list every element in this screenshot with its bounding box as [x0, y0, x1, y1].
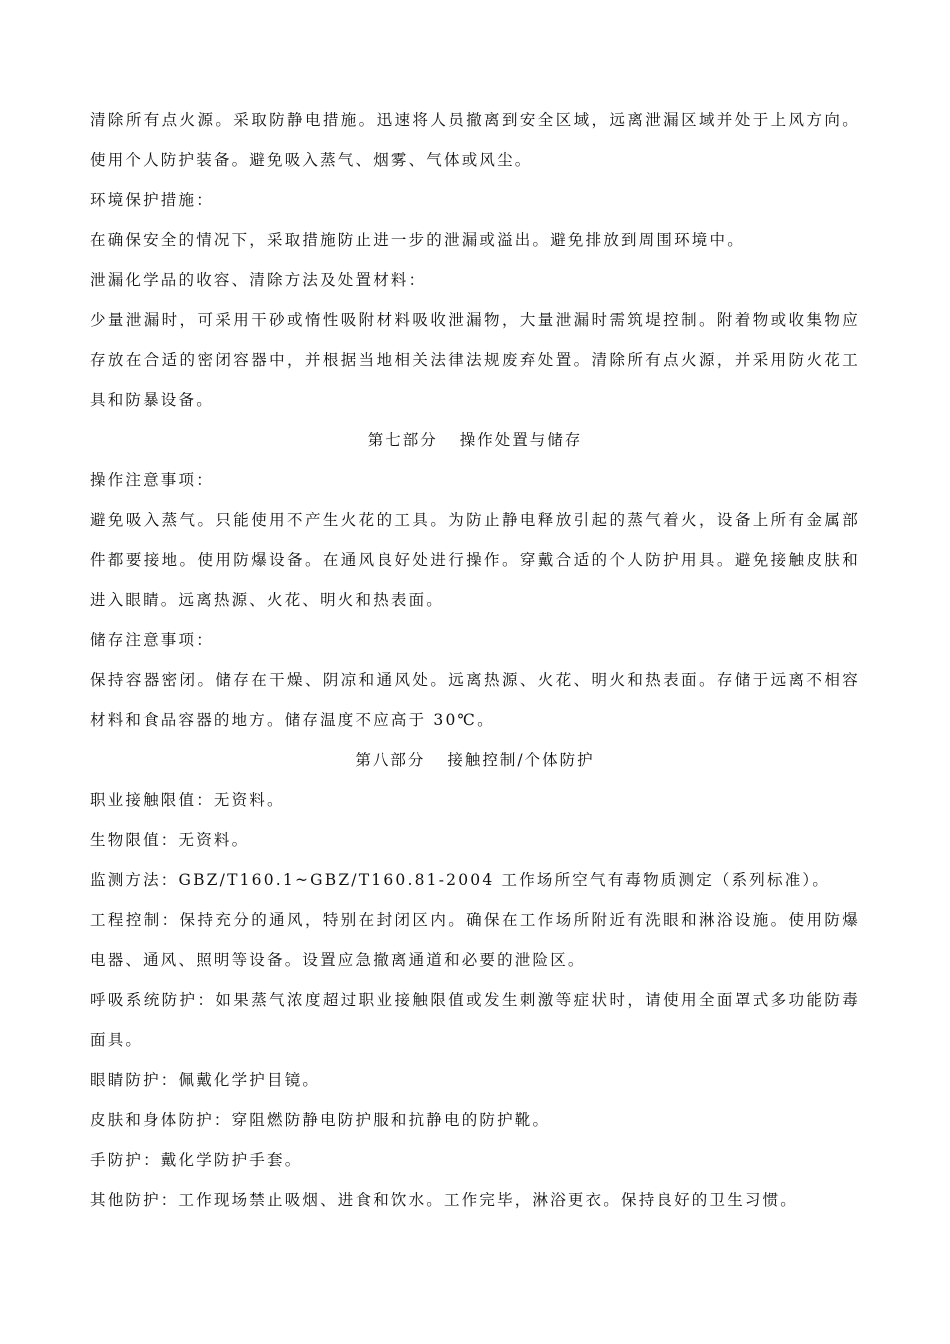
paragraph-ignition-sources: 清除所有点火源。采取防静电措施。迅速将人员撤离到安全区域，远离泄漏区域并处于上风方向。使用个人防护装备。避免吸入蒸气、烟雾、气体或风尘。	[90, 111, 860, 169]
section-8-heading	[90, 740, 860, 780]
section-8-number: 第八部分	[355, 751, 426, 769]
item-biological-limit: 生物限值：无资料。	[90, 831, 250, 849]
item-eye-protection: 眼睛防护：佩戴化学护目镜。	[90, 1071, 321, 1089]
section-7-heading	[90, 420, 860, 460]
item-other-protection: 其他防护：工作现场禁止吸烟、进食和饮水。工作完毕，淋浴更衣。保持良好的卫生习惯。	[90, 1191, 799, 1209]
section-7-number: 第七部分	[367, 431, 438, 449]
item-skin-body-protection: 皮肤和身体防护：穿阻燃防静电防护服和抗静电的防护靴。	[90, 1111, 551, 1129]
paragraph-handling-precautions: 避免吸入蒸气。只能使用不产生火花的工具。为防止静电释放引起的蒸气着火，设备上所有金属部件都要接地。使用防爆设备。在通风良好处进行操作。穿戴合适的个人防护用具。避免接触皮肤和进入眼睛。远离热源、火花、明火和热表面。	[90, 511, 860, 609]
section-7-title: 操作处置与储存	[459, 431, 583, 449]
item-hand-protection: 手防护：戴化学防护手套。	[90, 1151, 303, 1169]
document-page	[90, 100, 860, 1220]
paragraph-environmental-measures: 在确保安全的情况下，采取措施防止进一步的泄漏或溢出。避免排放到周围环境中。	[90, 231, 745, 249]
label-handling-precautions: 操作注意事项：	[90, 471, 214, 489]
label-spill-cleanup: 泄漏化学品的收容、清除方法及处置材料：	[90, 271, 427, 289]
item-respiratory-protection: 呼吸系统防护：如果蒸气浓度超过职业接触限值或发生刺激等症状时，请使用全面罩式多功能防毒面具。	[90, 991, 860, 1049]
section-8-title: 接触控制/个体防护	[447, 751, 595, 769]
label-environmental-measures: 环境保护措施：	[90, 191, 214, 209]
item-occupational-exposure-limit: 职业接触限值：无资料。	[90, 791, 285, 809]
paragraph-spill-cleanup: 少量泄漏时，可采用干砂或惰性吸附材料吸收泄漏物，大量泄漏时需筑堤控制。附着物或收集物应存放在合适的密闭容器中，并根据当地相关法律法规废弃处置。清除所有点火源，并采用防火花工具和防暴设备。	[90, 311, 860, 409]
item-engineering-control: 工程控制：保持充分的通风，特别在封闭区内。确保在工作场所附近有洗眼和淋浴设施。使用防爆电器、通风、照明等设备。设置应急撤离通道和必要的泄险区。	[90, 911, 860, 969]
paragraph-storage-precautions: 保持容器密闭。储存在干燥、阴凉和通风处。远离热源、火花、明火和热表面。存储于远离不相容材料和食品容器的地方。储存温度不应高于 30℃。	[90, 671, 860, 729]
label-storage-precautions: 储存注意事项：	[90, 631, 214, 649]
item-monitoring-method: 监测方法：GBZ/T160.1~GBZ/T160.81-2004 工作场所空气有毒物质测定（系列标准）。	[90, 871, 831, 889]
